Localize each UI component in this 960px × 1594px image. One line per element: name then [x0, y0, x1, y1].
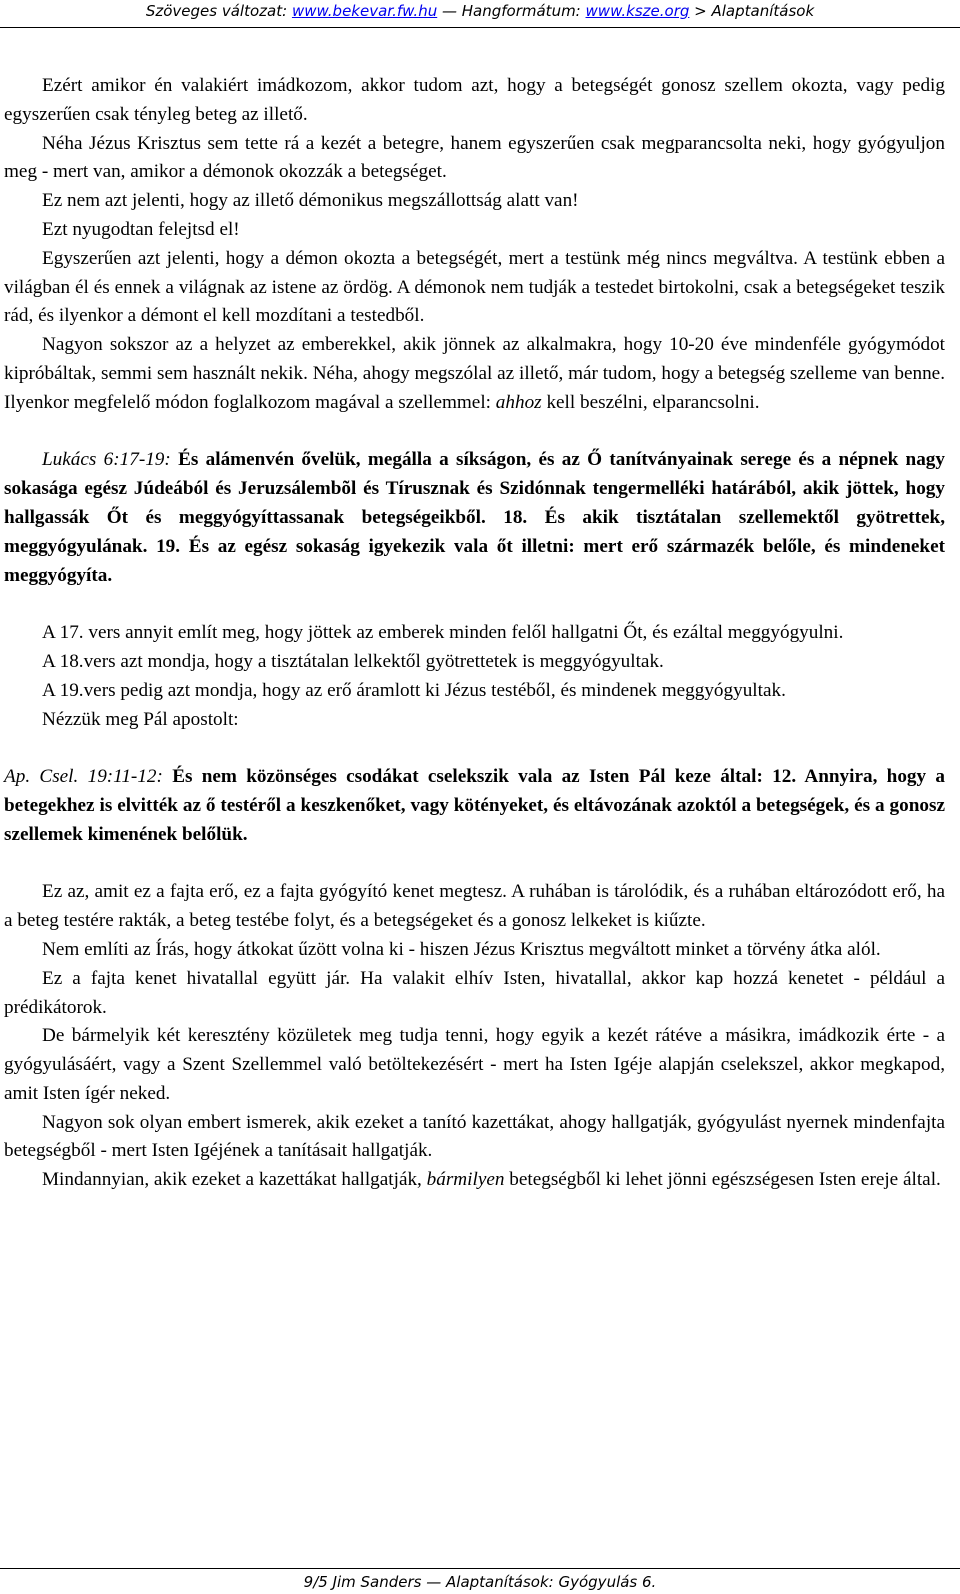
page-header — [0, 2, 960, 20]
paragraph — [4, 331, 945, 417]
paragraph: A 17. vers annyit említ meg, hogy jöttek az emberek minden felől hallgatni Őt, és ezáltal meggyógyulni. — [42, 622, 844, 644]
header-divider — [0, 27, 960, 28]
scripture-reference: Lukács 6:17-19: — [42, 449, 171, 471]
paragraph: Nézzük meg Pál apostolt: — [42, 708, 239, 730]
paragraph-text: betegségből ki lehet jönni egészségesen Isten ereje által. — [504, 1169, 941, 1191]
document-body — [4, 72, 945, 1195]
paragraph: A 18.vers azt mondja, hogy a tisztátalan lelkektől gyötrettetek is meggyógyultak. — [42, 650, 664, 672]
paragraph: A 19.vers pedig azt mondja, hogy az erő áramlott ki Jézus testéből, és mindenek meggyógyultak. — [42, 679, 786, 701]
paragraph: Ez az, amit ez a fajta erő, ez a fajta gyógyító kenet megtesz. A ruhában is tárolódik, és a ruhában eltározódott erő, ha a beteg testére rakták, a beteg testébe folyt, és a betegségeket és a gonosz lelkeket is kiűzte. — [4, 881, 945, 932]
scripture-quote — [4, 763, 945, 849]
scripture-quote — [4, 446, 945, 590]
paragraph: Egyszerűen azt jelenti, hogy a démon okozta a betegségét, mert a testünk még nincs megváltva. A testünk ebben a világban él és ennek a világnak az istene az ördög. A démonok nem tudják a testedet birtokolni, csak a betegségeket teszik rád, és ilyenkor a démont el kell mozdítani a testedből. — [4, 247, 945, 327]
paragraph: Ezért amikor én valakiért imádkozom, akkor tudom azt, hogy a betegségét gonosz szellem okozta, vagy pedig egyszerűen csak tényleg beteg az illető. — [4, 75, 945, 125]
scripture-text: És alámenvén ővelük, megálla a síkságon, és az Ő tanítványainak serege és a népnek nagy sokasága egész Júdeából és Jeruzsálembõl és Tírusznak és Szidónnak tengermelléki határából, akik jöttek, hogy hallgassák Őt és meggyógyíttassanak betegségeikből. 18. És akik tisztátalan szellemektől gyötrettek, meggyógyulának. 19. És az egész sokaság igyekezik vala őt illetni: mert erő származék belőle, és mindeneket meggyógyíta. — [4, 449, 945, 586]
header-separator-text: — Hangformátum: — [437, 2, 581, 20]
paragraph: Ezt nyugodtan felejtsd el! — [42, 218, 240, 240]
paragraph: Ez a fajta kenet hivatallal együtt jár. Ha valakit elhív Isten, hivatallal, akkor kap hozzá kenetet - például a prédikátorok. — [4, 967, 945, 1018]
paragraph: De bármelyik két keresztény közületek meg tudja tenni, hogy egyik a kezét rátéve a másikra, imádkozik érte - a gyógyulásáért, vagy a Szent Szellemmel való betöltekezésért - mert ha Isten Igéje alapján cselekszel, akkor megkapod, amit Isten ígér neked. — [4, 1025, 945, 1104]
paragraph: Ez nem azt jelenti, hogy az illető démonikus megszállottság alatt van! — [42, 190, 579, 212]
scripture-text: És nem közönséges csodákat cselekszik vala az Isten Pál keze által: 12. Annyira, hogy a betegekhez is elvitték az ő testéről a keszkenőket, vagy kötényeket, és eltávozának azoktól a betegségek, és a gonosz szellemek kimenének belőlük. — [4, 766, 945, 845]
paragraph-emphasis: ahhoz — [495, 391, 542, 413]
paragraph: Néha Jézus Krisztus sem tette rá a kezét a betegre, hanem egyszerűen csak megparancsolta neki, hogy gyógyuljon meg - mert van, amikor a démonok okozzák a betegséget. — [4, 132, 945, 183]
page-footer: 9/5 Jim Sanders — Alaptanítások: Gyógyulás 6. — [303, 1573, 657, 1591]
header-link-ksze[interactable]: www.ksze.org — [585, 2, 690, 20]
paragraph-text: Nagyon sokszor az a helyzet az emberekkel, akik jönnek az alkalmakra, hogy 10-20 éve mindenféle gyógymódot kipróbáltak, semmi sem használt nekik. Néha, ahogy megszólal az illető, már tudom, hogy a betegség szelleme van benne. Ilyenkor megfelelő módon foglalkozom magával a szellemmel: — [4, 334, 945, 413]
paragraph-text: kell beszélni, elparancsolni. — [541, 391, 760, 413]
header-link-bekevar[interactable]: www.bekevar.fw.hu — [291, 2, 438, 20]
header-breadcrumb-text: > Alaptanítások — [689, 2, 815, 20]
paragraph-emphasis: bármilyen — [426, 1169, 505, 1191]
paragraph: Nem említi az Írás, hogy átkokat űzött volna ki - hiszen Jézus Krisztus megváltott minket a törvény átka alól. — [42, 938, 881, 960]
paragraph-text: Mindannyian, akik ezeket a kazettákat hallgatják, — [42, 1169, 427, 1191]
scripture-reference: Ap. Csel. 19:11-12: — [4, 766, 163, 788]
header-label-text: Szöveges változat: — [145, 2, 288, 20]
paragraph: Nagyon sok olyan embert ismerek, akik ezeket a tanító kazettákat, ahogy hallgatják, gyógyulást nyernek mindenfajta betegségből - mert Isten Igéjének a tanításait hallgatják. — [4, 1111, 945, 1162]
footer-divider — [0, 1568, 960, 1569]
paragraph — [4, 1166, 945, 1195]
